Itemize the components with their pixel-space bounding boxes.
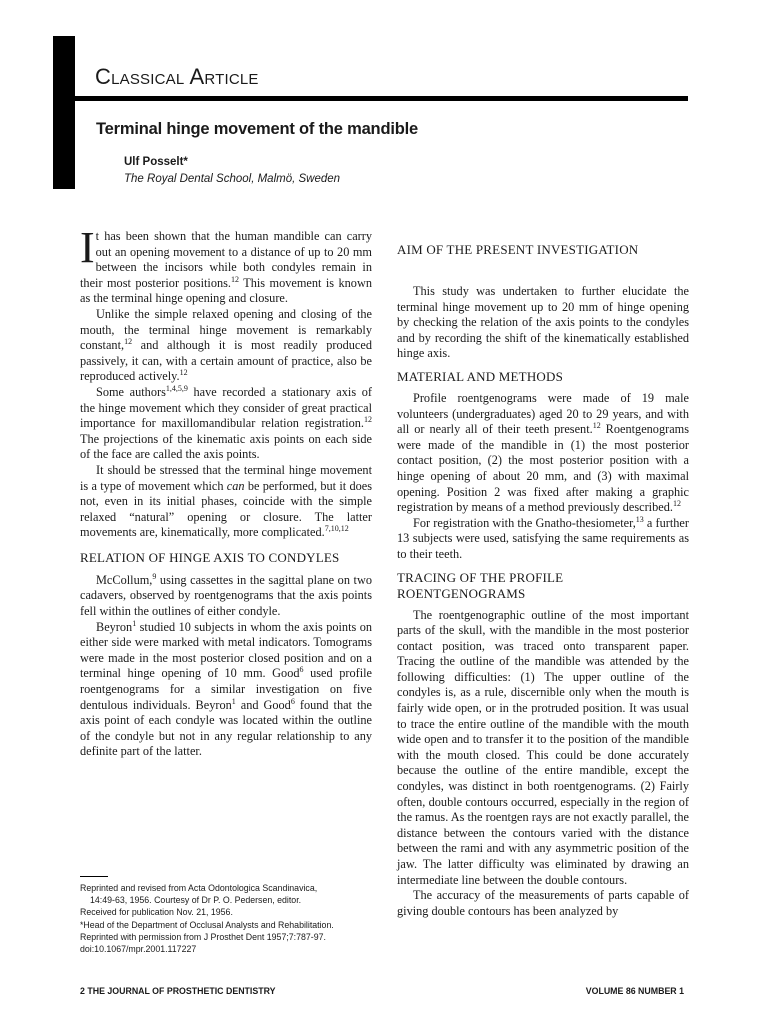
author-affiliation: The Royal Dental School, Malmö, Sweden <box>124 173 341 185</box>
citation: 1 <box>132 618 137 628</box>
citation: 1 <box>231 696 236 706</box>
section-heading-tracing: TRACING OF THE PROFILE ROENTGENOGRAMS <box>397 569 564 601</box>
citation: 7,10,12 <box>324 524 349 534</box>
footnote-line: Reprinted and revised from Acta Odontologica Scandinavica, <box>80 883 318 893</box>
footnotes <box>80 882 376 955</box>
footer-journal: 2 THE JOURNAL OF PROSTHETIC DENTISTRY <box>80 986 276 996</box>
citation: 13 <box>635 514 644 524</box>
paragraph: Unlike the simple relaxed opening and closing of the mouth, the terminal hinge movement is remarkably constant,$^{12}$ and although it is most readily produced passively, it can, with a certain amount of practice, also be reproduced actively.$^{12}$ <box>80 306 372 384</box>
section-heading-relation: RELATION OF HINGE AXIS TO CONDYLES <box>80 549 340 565</box>
paragraph: Profile roentgenograms were made of 19 male volunteers (undergraduates) aged 20 to 29 years, and with all or nearly all of their teeth present.$^{12}$ Roentgenograms were made of the mandible in (1) the most posterior contact position, (2) the most posterior position with a hinge opening of about 20 mm, and (3) with maximal opening. Position 2 was fixed after making a graphic registration by means of a method previously described.$^{12}$ <box>397 390 689 515</box>
footnote-line: Reprinted with permission from J Prosthet Dent 1957;7:787-97. <box>80 931 326 942</box>
footer-volume: VOLUME 86 NUMBER 1 <box>585 986 684 996</box>
author-name: Ulf Posselt* <box>124 156 188 168</box>
citation: 12 <box>230 274 239 284</box>
citation: 12 <box>672 499 681 509</box>
footnote-line: 14:49-63, 1956. Courtesy of Dr P. O. Pedersen, editor. <box>90 895 302 906</box>
drop-cap: I <box>80 223 95 272</box>
paragraph: The accuracy of the measurements of parts capable of giving double contours has been analyzed by <box>397 888 689 918</box>
footnote-rule <box>80 876 108 877</box>
citation: 12 <box>592 421 601 431</box>
section-marker-bar <box>53 36 75 189</box>
section-heading-aim: AIM OF THE PRESENT INVESTIGATION <box>397 242 639 257</box>
paragraph: Beyron$^1$ studied 10 subjects in whom the axis points on either side were marked with metal indicators. Tomograms were made in the most posterior closed position and on a terminal hinge opening of 10 mm. Good$^6$ used profile roentgenograms for a similar investigation on five dentulous individuals. Beyron$^1$ and Good$^6$ found that the axis point of each condyle was located within the outline of the condyle but not in any regular relationship to any definite part of the latter. <box>80 618 372 759</box>
citation: 12 <box>124 337 133 347</box>
citation: 1,4,5,9 <box>165 383 188 393</box>
citation: 12 <box>179 368 188 378</box>
section-label: Classical Article <box>95 64 259 89</box>
citation: 12 <box>364 415 372 425</box>
section-heading-material: MATERIAL AND METHODS <box>397 368 564 384</box>
citation: 9 <box>152 571 157 581</box>
citation: 6 <box>290 696 295 706</box>
paragraph: For registration with the Gnatho-thesiometer,$^{13}$ a further 13 subjects were used, satisfying the same requirements as to their teeth. <box>397 514 689 561</box>
footnote-line: Received for publication Nov. 21, 1956. <box>80 907 233 918</box>
footnote-line: *Head of the Department of Occlusal Analysts and Rehabilitation. <box>80 919 334 930</box>
header-rule <box>75 96 688 101</box>
citation: 6 <box>299 665 304 675</box>
intro-paragraph: It has been shown that the human mandible can carry out an opening movement to a distance of up to 20 mm between the incisors while both condyles remain in their most posterior positions.$^{12}$ This movement is known as the terminal hinge opening and closure. <box>80 223 372 306</box>
footnote-doi: doi:10.1067/mpr.2001.117227 <box>80 944 197 955</box>
left-column <box>80 223 372 760</box>
article-title: Terminal hinge movement of the mandible <box>96 120 418 138</box>
paragraph: The roentgenographic outline of the most important parts of the skull, with the mandible in the most posterior contact position, was traced onto transparent paper. Tracing the outline of the mandible was attended by the following difficulties: (1) The upper outline of the condyles is, as a rule, discernible only when the mouth is fairly wide open, or in the protruded position. It was usual to trace the entire outline of the mandible with the mouth wide open and to transfer it to the position of the mandible with the mouth closed. This could be done accurately because the outline of the entire mandible, except the condyles, was distinct in both roentgenograms. (2) Fairly often, double contours occurred, especially in the region of the ramus. As the roentgen rays are not exactly parallel, the distance between the contours varied with the distance between the rami and with any asymmetric position of the jaw. The latter difficulty was eliminated by drawing an intermediate line between the double contours. <box>397 607 689 887</box>
paragraph: It should be stressed that the terminal hinge movement is a type of movement which can be performed, but it does not, even in its initial phases, coincide with the simple relaxed “natural” opening or closure. The latter movements are, kinematically, more complicated.$^{7,10,12}$ <box>80 462 372 540</box>
right-column <box>397 242 689 919</box>
paragraph: Some authors$^{1,4,5,9}$ have recorded a stationary axis of the hinge movement which they consider of great practical importance for maxillomandibular relation registration.$^{12}$ The projections of the kinematic axis points on each side of the face are called the axis points. <box>80 383 372 462</box>
paragraph: This study was undertaken to further elucidate the terminal hinge movement up to 20 mm of hinge opening by checking the relation of the axis points to the condyles and by recording the shift of the kinematically established hinge axis. <box>397 284 689 361</box>
paragraph: McCollum,$^9$ using cassettes in the sagittal plane on two cadavers, observed by roentgenograms that the axis points fell within the outlines of either condyle. <box>80 571 372 619</box>
